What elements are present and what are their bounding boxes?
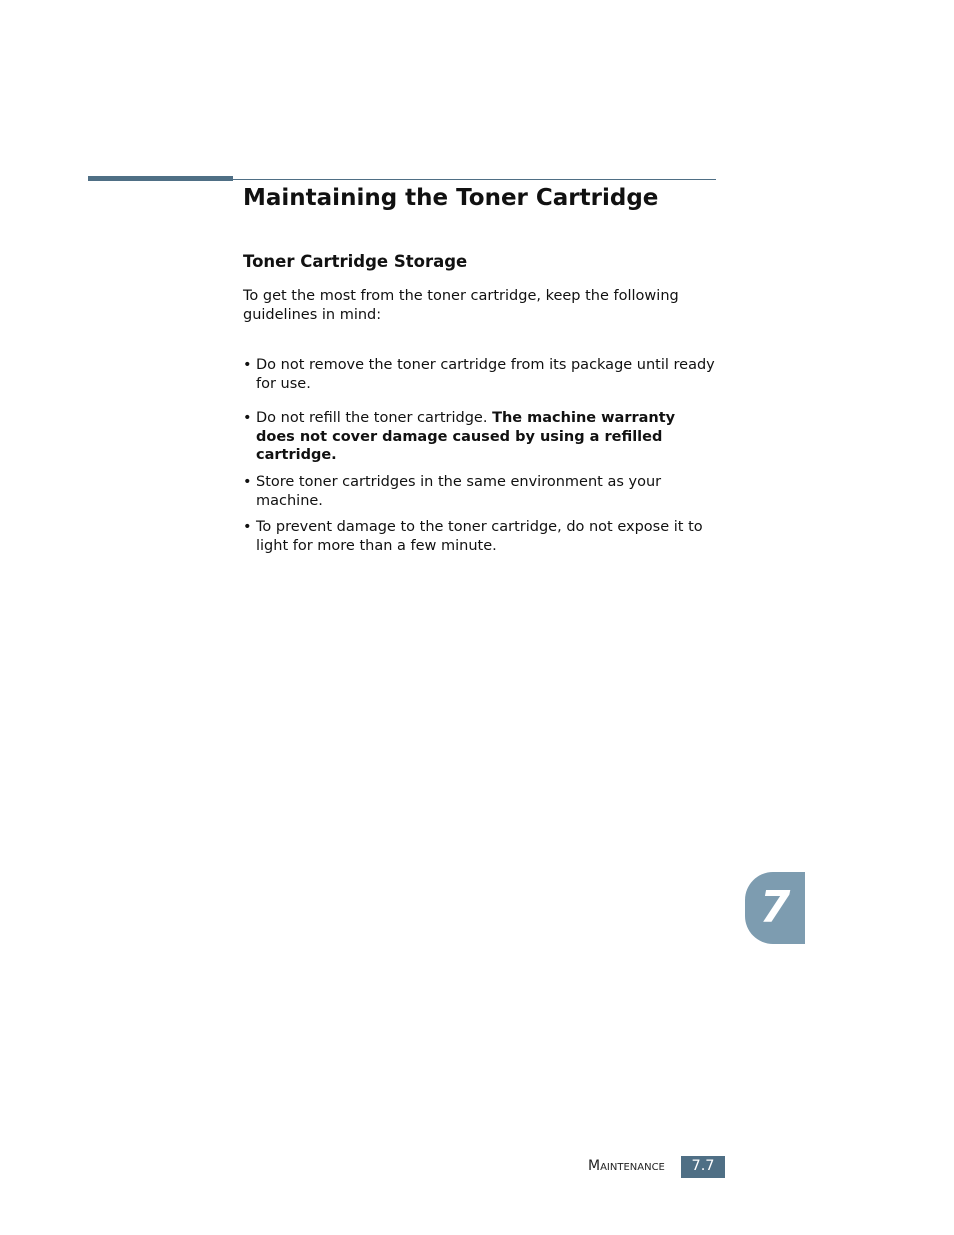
bullet-marker: • [243, 357, 252, 373]
intro-paragraph: To get the most from the toner cartridge, keep the following guidelines in mind: [243, 288, 679, 323]
bullet-marker: • [243, 410, 252, 426]
chapter-tab [745, 872, 805, 944]
page-number: 7.7 [681, 1156, 725, 1178]
list-item-text: Do not remove the toner cartridge from its package until ready for use. [256, 357, 715, 392]
chapter-number: 7 [759, 882, 791, 933]
list-item-text: Store toner cartridges in the same environment as your machine. [256, 473, 662, 509]
bullet-marker: • [243, 473, 252, 490]
list-item-text: To prevent damage to the toner cartridge, do not expose it to light for more than a few minute. [256, 518, 703, 554]
header-rule-thin [233, 179, 716, 180]
header-rule-thick [88, 176, 233, 181]
list-item-text: Do not refill the toner cartridge. [256, 410, 493, 426]
guideline-list [243, 356, 718, 556]
list-item [243, 518, 718, 556]
bullet-marker: • [243, 518, 252, 535]
list-item [243, 473, 718, 511]
section-subtitle: Toner Cartridge Storage [243, 252, 468, 271]
page-title: Maintaining the Toner Cartridge [243, 185, 659, 211]
footer-chapter-label: Maintenance [588, 1158, 665, 1174]
list-item [243, 356, 718, 394]
warranty-warning: The machine warranty does not cover damage caused by using a refilled cartridge. [256, 410, 676, 463]
list-item [243, 409, 718, 465]
